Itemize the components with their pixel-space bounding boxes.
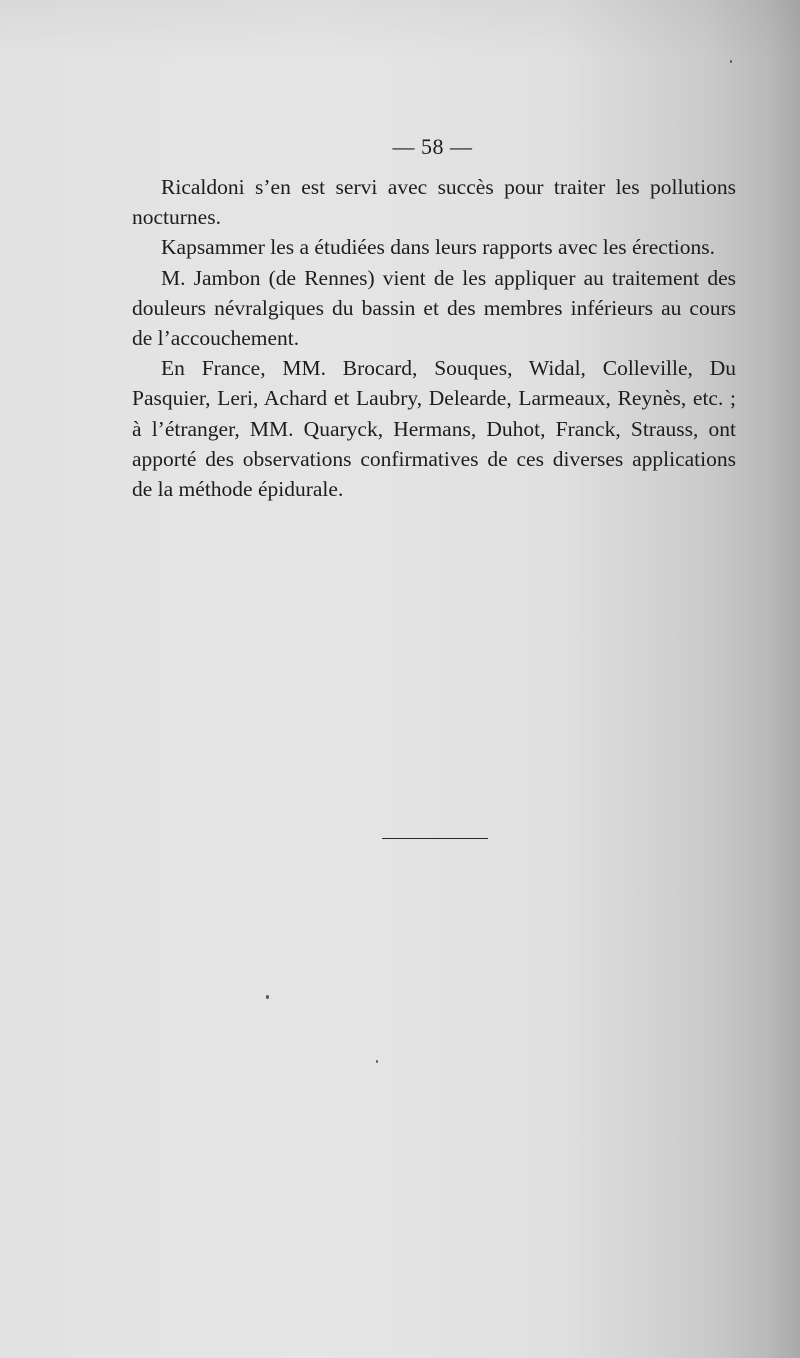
scan-speck (730, 60, 732, 63)
paragraph: En France, MM. Brocard, Souques, Widal, Colleville, Du Pasquier, Leri, Achard et Laubry, Delearde, Larmeaux, Reynès, etc. ; à l’étranger, MM. Quaryck, Hermans, Duhot, Franck, Strauss, ont apporté des observations confirmatives de ces diverses applications de la méthode épidurale. (132, 356, 736, 502)
section-separator-rule (382, 838, 488, 839)
scan-speck (376, 1060, 378, 1063)
scan-shading (0, 0, 800, 60)
body-text (132, 172, 736, 504)
page-number: — 58 — (392, 134, 473, 159)
scan-speck (266, 995, 269, 999)
paragraph: Kapsammer les a étudiées dans leurs rapports avec les érections. (161, 235, 716, 260)
paragraph: Ricaldoni s’en est servi avec succès pour traiter les pollutions nocturnes. (132, 175, 736, 230)
paragraph: M. Jambon (de Rennes) vient de les appliquer au traitement des douleurs névralgiques du bassin et des membres inférieurs au cours de l’accouchement. (132, 265, 736, 351)
